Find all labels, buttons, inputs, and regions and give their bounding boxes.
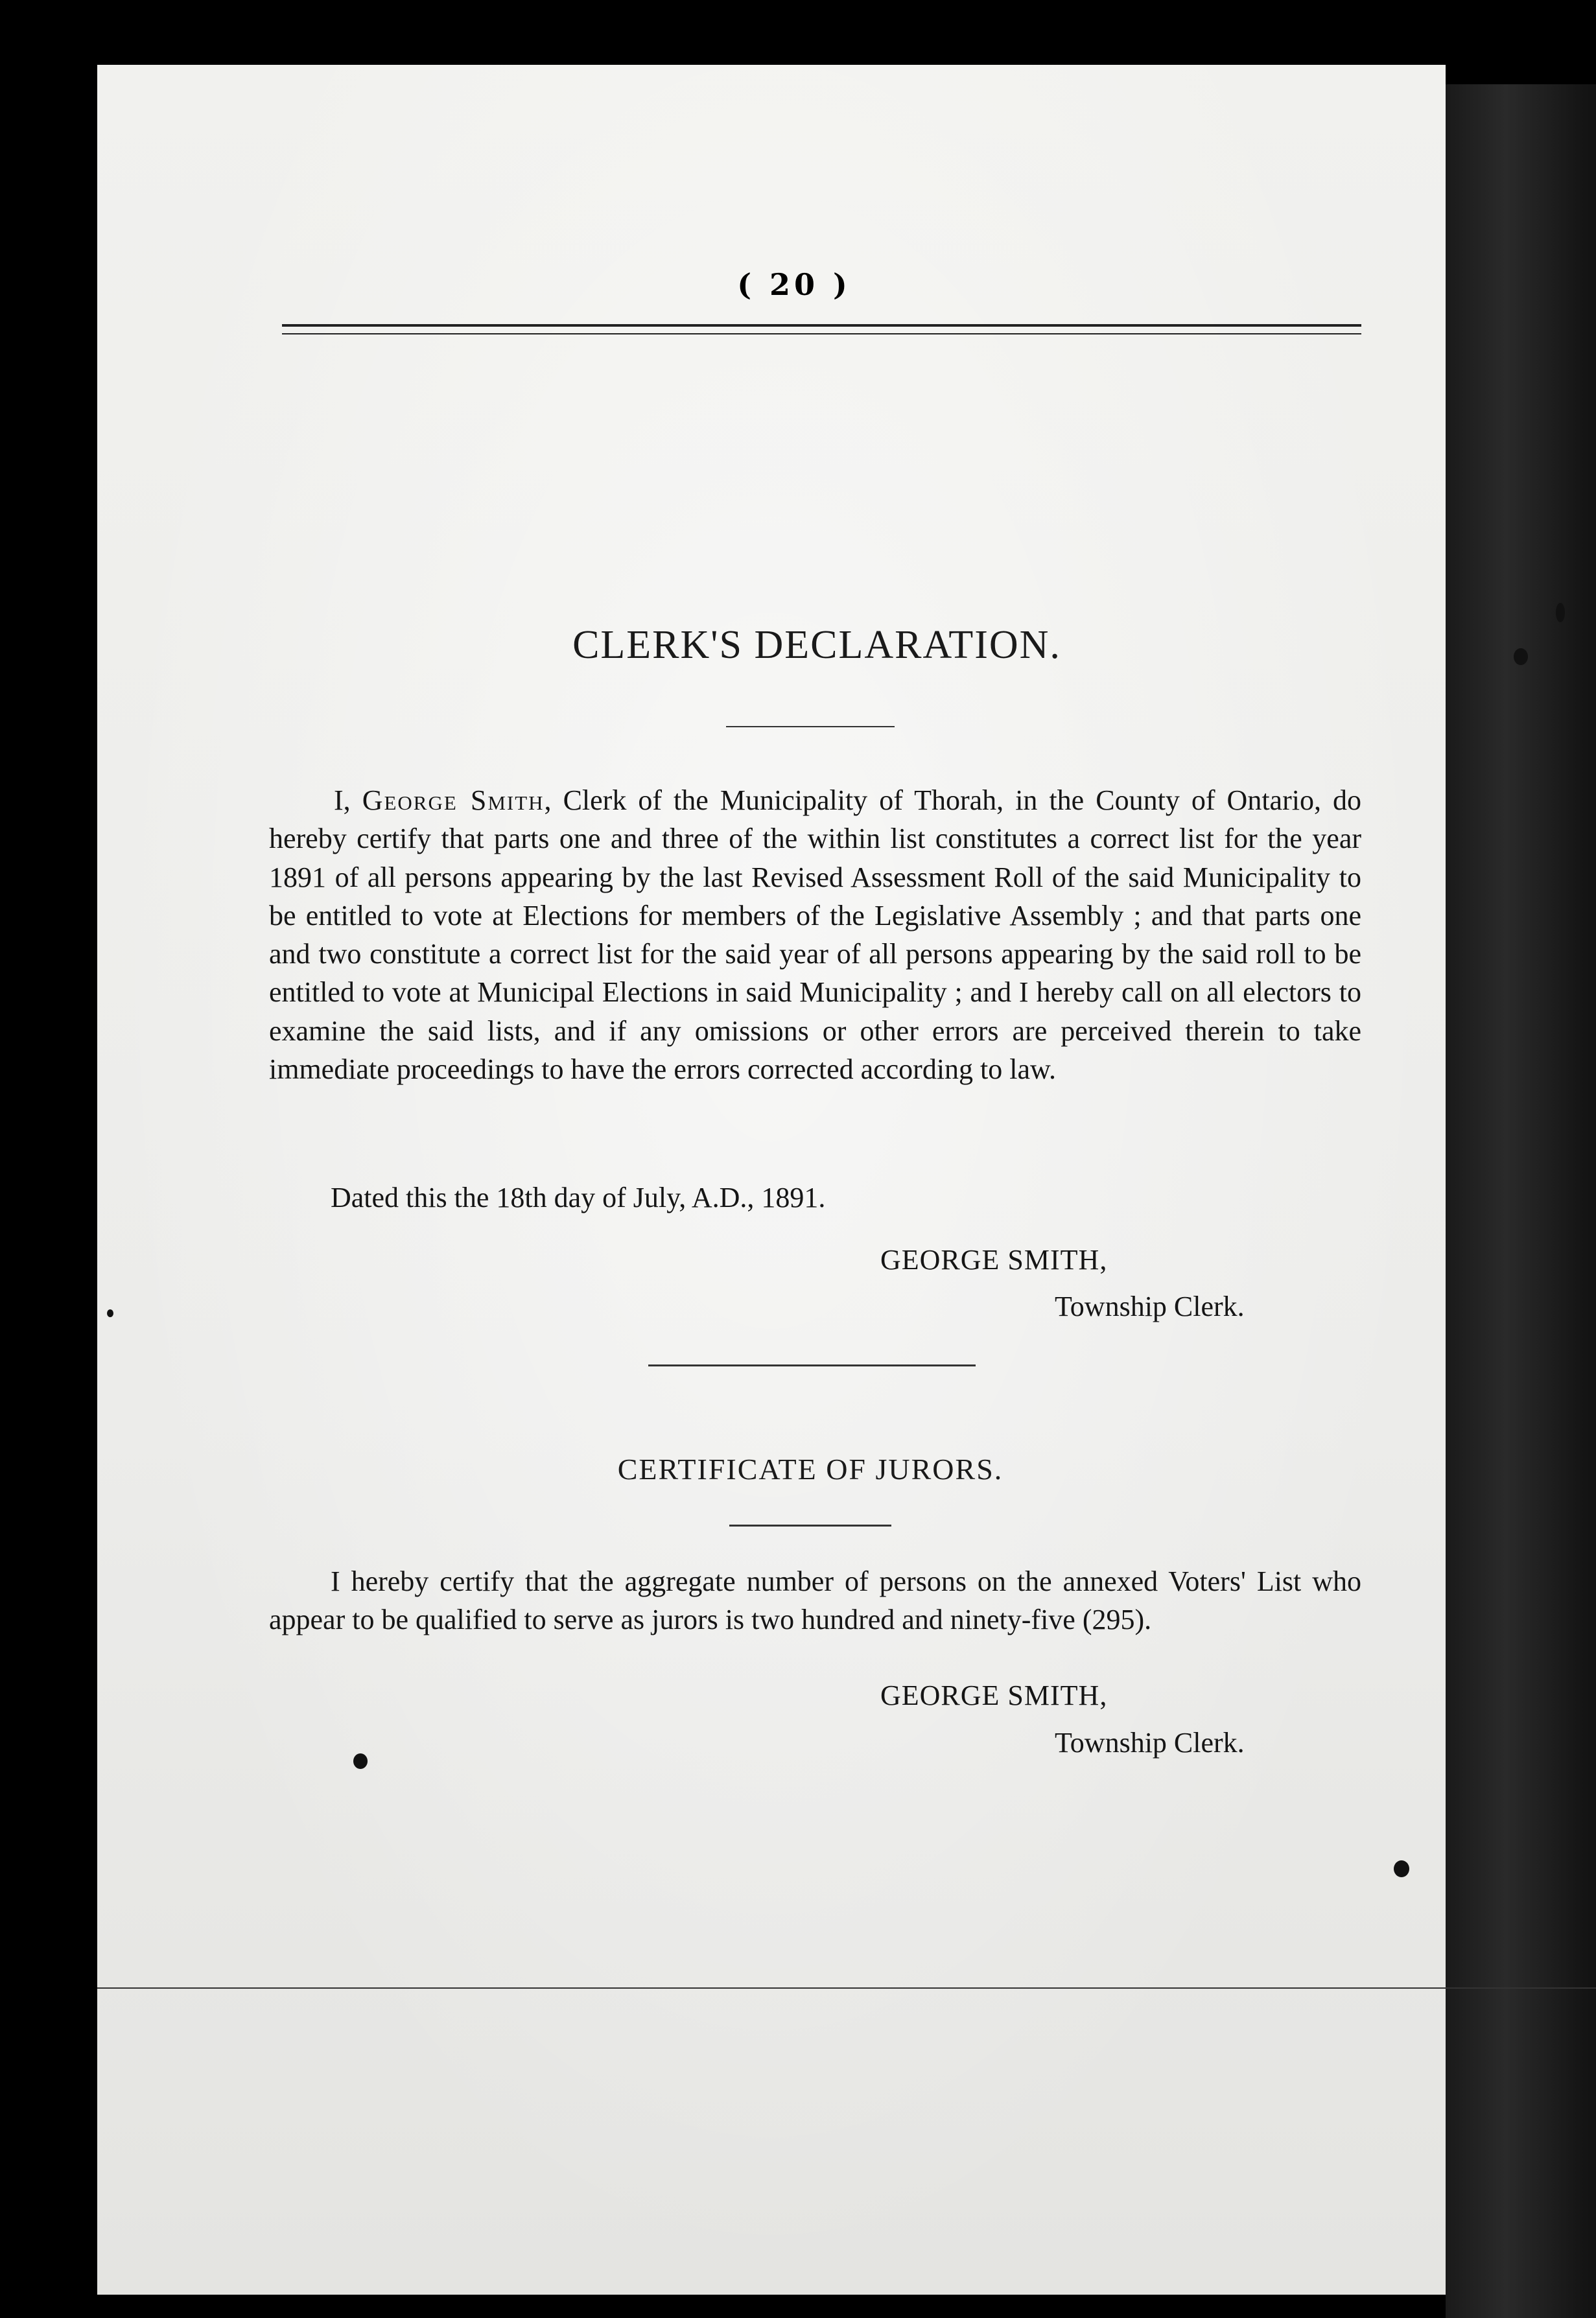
header-rule bbox=[282, 324, 1361, 327]
ink-speck bbox=[107, 1309, 113, 1317]
heading-divider bbox=[726, 726, 895, 727]
dated-line: Dated this the 18th day of July, A.D., 1891. bbox=[331, 1182, 826, 1213]
jurors-paragraph bbox=[269, 1562, 1361, 1639]
jurors-body: I hereby certify that the aggregate number of persons on the annexed Voters' List who appear to be qualified to serve as jurors is two hundred and ninety-five (295). bbox=[269, 1565, 1361, 1636]
declaration-body: , Clerk of the Municipality of Thorah, in the County of Ontario, do hereby certify that parts one and three of the within list constitutes a correct list for the year 1891 of all persons appearing by the last Revised Assessment Roll of the said Municipality to be entitled to vote at Elections for members of the Legislative Assembly ; and that parts one and two constitute a correct list for the said year of all persons appearing by the said roll to be entitled to vote at Municipal Elections in said Municipality ; and I hereby call on all electors to examine the said lists, and if any omissions or other errors are perceived therein to take immediate proceedings to have the errors corrected according to law. bbox=[269, 784, 1362, 1086]
declaration-paragraph bbox=[269, 781, 1361, 1088]
scan-edge bbox=[1446, 84, 1596, 2318]
ink-speck bbox=[1394, 1860, 1409, 1877]
ink-speck bbox=[1556, 603, 1565, 622]
jurors-signature-name: GEORGE SMITH, bbox=[880, 1680, 1108, 1711]
scan-fold-line bbox=[97, 1987, 1596, 1989]
section-divider bbox=[648, 1364, 976, 1366]
jurors-heading: CERTIFICATE OF JURORS. bbox=[617, 1453, 1003, 1486]
declaration-heading: CLERK'S DECLARATION. bbox=[572, 623, 1061, 667]
header-rule-thin bbox=[282, 333, 1361, 334]
clerk-name: George Smith bbox=[362, 784, 545, 816]
document-page bbox=[97, 65, 1446, 2295]
ink-speck bbox=[353, 1753, 368, 1769]
ink-speck bbox=[1514, 648, 1528, 665]
jurors-signature-title: Township Clerk. bbox=[1055, 1727, 1245, 1759]
declaration-prefix: I, bbox=[334, 784, 362, 816]
jurors-divider bbox=[729, 1525, 891, 1527]
page-number: ( 20 ) bbox=[737, 267, 851, 302]
signature-name: GEORGE SMITH, bbox=[880, 1244, 1108, 1276]
signature-title: Township Clerk. bbox=[1055, 1291, 1245, 1322]
